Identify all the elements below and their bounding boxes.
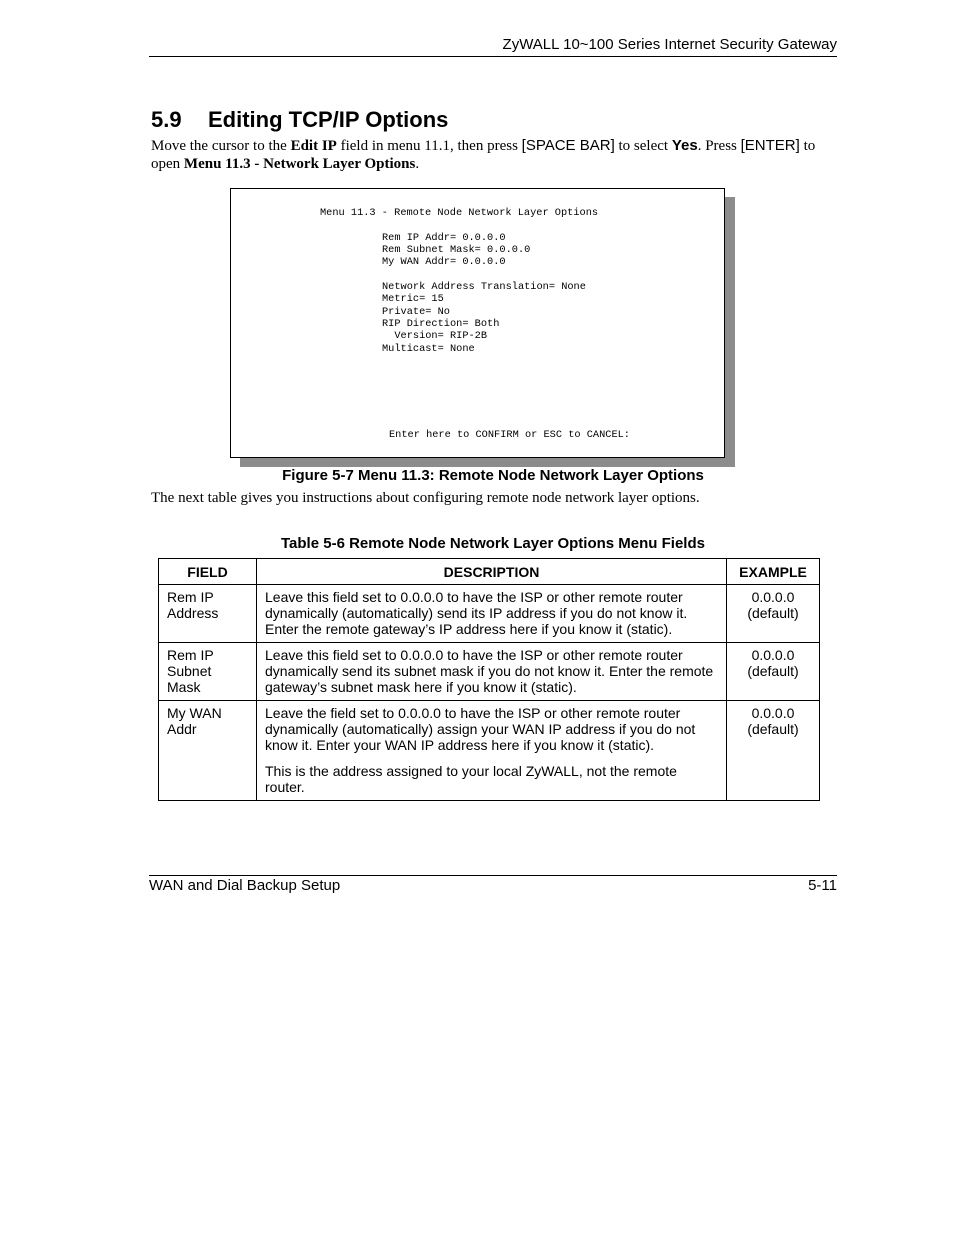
terminal-multicast: Multicast= None xyxy=(382,343,475,355)
intro-bold-menu-name: Menu 11.3 - Network Layer Options xyxy=(183,156,416,172)
page-footer xyxy=(149,875,837,894)
section-number: 5.9 xyxy=(151,107,182,132)
terminal-metric: Metric= 15 xyxy=(382,293,444,305)
terminal-prompt: Enter here to CONFIRM or ESC to CANCEL: xyxy=(389,429,630,441)
description-text: Leave the field set to 0.0.0.0 to have the ISP or other remote router dynamically (automatically) assign your WAN IP address if you do not know it. Enter your WAN IP address here if you know it (static). xyxy=(265,705,696,753)
terminal-title: Menu 11.3 - Remote Node Network Layer Options xyxy=(320,207,599,219)
column-header-example: EXAMPLE xyxy=(727,559,820,585)
description-text: Leave this field set to 0.0.0.0 to have the ISP or other remote router dynamically send its subnet mask if you do not know it. Enter the remote gateway’s subnet mask here if you know it (static). xyxy=(265,647,714,695)
intro-text: field in menu 11.1, then press xyxy=(336,138,522,154)
terminal-my-wan: My WAN Addr= 0.0.0.0 xyxy=(382,256,506,268)
footer-chapter: WAN and Dial Backup Setup xyxy=(149,877,341,894)
intro-text: to open xyxy=(151,138,816,172)
terminal-nat: Network Address Translation= None xyxy=(382,281,586,293)
table-row xyxy=(159,701,820,801)
intro-bold-yes: Yes xyxy=(671,137,698,154)
field-cell: Rem IP Address xyxy=(159,585,257,643)
description-cell xyxy=(257,585,727,643)
intro-key-enter: [ENTER] xyxy=(740,137,800,154)
footer-page-number: 5-11 xyxy=(808,877,837,894)
table-row xyxy=(159,643,820,701)
description-text: Leave this field set to 0.0.0.0 to have the ISP or other remote router dynamically (automatically) send its IP address if you do not know it. Enter the remote gateway’s IP address here if you know it (static). xyxy=(265,589,688,637)
terminal-rem-ip: Rem IP Addr= 0.0.0.0 xyxy=(382,232,506,244)
example-cell: 0.0.0.0 (default) xyxy=(727,643,820,701)
intro-key-space-bar: [SPACE BAR] xyxy=(521,137,615,154)
intro-text: . xyxy=(415,156,420,172)
intro-text: Move the cursor to the xyxy=(151,138,291,154)
column-header-description: DESCRIPTION xyxy=(257,559,727,585)
terminal-screen xyxy=(230,188,725,458)
description-cell xyxy=(257,643,727,701)
terminal-rem-mask: Rem Subnet Mask= 0.0.0.0 xyxy=(382,244,531,256)
table-header-row xyxy=(159,559,820,585)
table-caption: Table 5-6 Remote Node Network Layer Options Menu Fields xyxy=(281,535,705,552)
column-header-field: FIELD xyxy=(159,559,257,585)
description-note: This is the address assigned to your local ZyWALL, not the remote router. xyxy=(265,763,677,795)
intro-text: to select xyxy=(614,138,672,154)
intro-text: . Press xyxy=(697,138,741,154)
terminal-private: Private= No xyxy=(382,306,450,318)
terminal-rip-direction: RIP Direction= Both xyxy=(382,318,500,330)
section-title: Editing TCP/IP Options xyxy=(208,107,449,132)
intro-paragraph xyxy=(151,137,841,173)
page-header: ZyWALL 10~100 Series Internet Security Gateway xyxy=(149,36,837,57)
body-paragraph: The next table gives you instructions about configuring remote node network layer options. xyxy=(151,490,700,506)
intro-bold-edit-ip: Edit IP xyxy=(290,138,337,154)
example-cell: 0.0.0.0 (default) xyxy=(727,701,820,801)
section-heading xyxy=(151,107,448,133)
example-cell: 0.0.0.0 (default) xyxy=(727,585,820,643)
field-cell: Rem IP Subnet Mask xyxy=(159,643,257,701)
field-cell: My WAN Addr xyxy=(159,701,257,801)
description-cell xyxy=(257,701,727,801)
terminal-version: Version= RIP-2B xyxy=(382,330,488,342)
figure-caption: Figure 5-7 Menu 11.3: Remote Node Network Layer Options xyxy=(282,467,704,484)
table-row xyxy=(159,585,820,643)
fields-table xyxy=(158,558,820,801)
